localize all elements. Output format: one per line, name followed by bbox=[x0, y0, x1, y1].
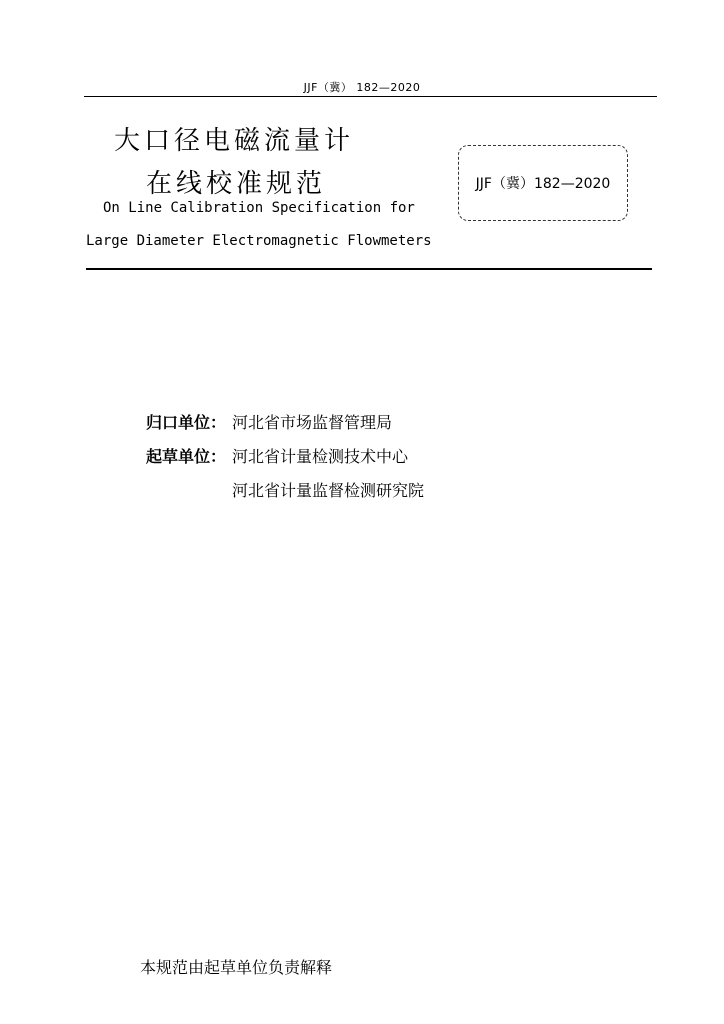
drafting-unit-label-spacer bbox=[146, 478, 232, 501]
drafting-unit-row bbox=[146, 444, 408, 467]
drafting-unit-value-1: 河北省计量检测技术中心 bbox=[232, 447, 409, 466]
title-chinese-line-1: 大口径电磁流量计 bbox=[114, 126, 355, 156]
standard-code-box bbox=[458, 145, 628, 221]
drafting-unit-value-2: 河北省计量监督检测研究院 bbox=[232, 481, 425, 500]
title-chinese-line-2: 在线校准规范 bbox=[146, 169, 327, 199]
interpretation-note: 本规范由起草单位负责解释 bbox=[140, 958, 333, 977]
responsible-unit-value: 河北省市场监督管理局 bbox=[232, 413, 393, 432]
drafting-unit-label: 起草单位： bbox=[146, 447, 227, 466]
title-english-line-1: On Line Calibration Specification for bbox=[103, 200, 415, 216]
title-divider bbox=[86, 268, 652, 270]
responsible-unit-row bbox=[146, 410, 392, 433]
drafting-unit-row-2 bbox=[146, 478, 424, 501]
responsible-unit-label: 归口单位： bbox=[146, 413, 227, 432]
standard-code-text: JJF（冀）182—2020 bbox=[475, 176, 611, 192]
header-divider bbox=[84, 96, 657, 97]
title-english-line-2: Large Diameter Electromagnetic Flowmeters bbox=[86, 233, 432, 249]
header-standard-code: JJF（冀） 182—2020 bbox=[303, 81, 421, 94]
